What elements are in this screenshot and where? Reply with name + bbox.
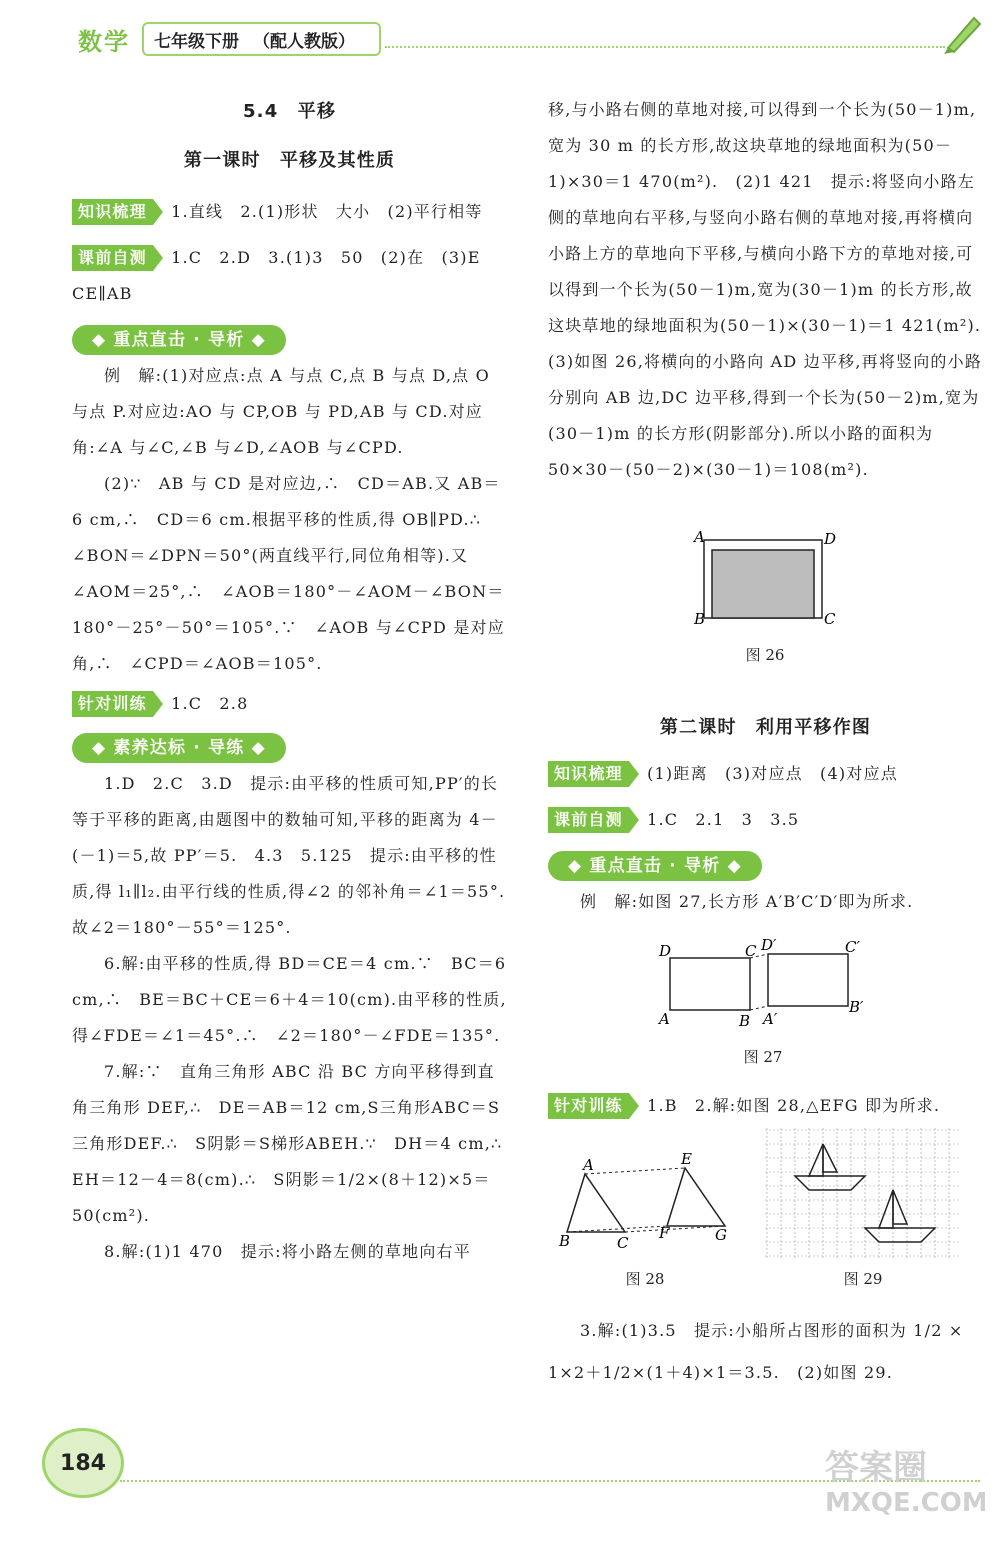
fig27-label-Bp: B′ [849, 998, 864, 1016]
kqzc-answers: 1.C 2.D 3.(1)3 50 (2)在 (3)E CE∥AB [72, 248, 498, 303]
grade-label: 七年级下册 [154, 31, 239, 52]
tag-zdxl-2: 针对训练 [548, 1093, 629, 1119]
figure-26 [690, 528, 840, 628]
section-title: 5.4 平移 [242, 101, 337, 122]
page-number: 184 [42, 1428, 124, 1498]
watermark [825, 1445, 985, 1519]
lesson2-title: 第二课时 利用平移作图 [659, 717, 872, 738]
fig28-label-C: C [617, 1234, 629, 1252]
fig26-label-D: D [824, 530, 837, 548]
fig26-caption: 图 26 [745, 646, 785, 664]
fig28-caption: 图 28 [625, 1270, 665, 1288]
answer-8-cont: 移,与小路右侧的草地对接,可以得到一个长为(50－1)m,宽为 30 m 的长方形,故这块草地的绿地面积为(50－1)×30＝1 470(m²). (2)1 421 提示:将竖向小路左侧的草地向右平移,与竖向小路右侧的草地对接,再将横向小路上方的草地向下平移,与横向小路下方的草地对接,可以得到一个长为(50－1)m,宽为(30－1)m 的长方形,故这块草地的绿地面积为(50－1)×(30－1)＝1 421(m²). (3)如图 26,将横向的小路向 AD 边平移,再将竖向的小路分别向 AB 边,DC 边平移,得到一个长为(50－2)m,宽为(30－1)m 的长方形(阴影部分).所以小路的面积为 50×30－(50－2)×(30－1)＝108(m²). [548, 100, 999, 479]
edition-label: （配人教版） [253, 31, 355, 52]
svg-text:答案圈: 答案圈 [825, 1448, 927, 1488]
figure-29 [765, 1128, 960, 1258]
fig27-label-A: A [659, 1010, 670, 1028]
answer-3-part2: 1×2＋1/2×(1＋4)×1＝3.5. (2)如图 29. [548, 1363, 894, 1382]
fig27-label-B: B [739, 1012, 751, 1030]
fig27-label-Ap: A′ [763, 1010, 778, 1028]
watermark-logo [825, 1445, 985, 1515]
tag-kqzc-2: 课前自测 [548, 807, 629, 833]
fig27-label-D: D [659, 942, 672, 960]
example-part2: (2)∵ AB 与 CD 是对应边,∴ CD＝AB.又 AB＝6 cm,∴ CD＝6 cm.根据平移的性质,得 OB∥PD.∴ ∠BON＝∠DPN＝50°(两直线平行,同位角相等).又∠AOM＝25°,∴ ∠AOB＝180°－∠AOM－∠BON＝180°－25°－50°＝105°.∵ ∠AOB 与∠CPD 是对应角,∴ ∠CPD＝∠AOB＝105°. [72, 474, 505, 673]
fig28-label-B: B [559, 1232, 571, 1250]
fig28-label-A: A [583, 1156, 594, 1174]
subject-label: 数学 [78, 28, 130, 56]
pill-zhongdian-2: ◆ 重点直击 · 导析 ◆ [548, 851, 762, 881]
fig29-caption: 图 29 [843, 1270, 883, 1288]
fig26-label-C: C [824, 610, 836, 628]
book-info [142, 22, 381, 56]
svg-text:MXQE.COM: MXQE.COM [825, 1488, 985, 1515]
zdxl2-answers: 1.B 2.解:如图 28,△EFG 即为所求. [647, 1096, 941, 1115]
answer-7: 7.解:∵ 直角三角形 ABC 沿 BC 方向平移得到直角三角形 DEF,∴ DE＝AB＝12 cm,S三角形ABC＝S三角形DEF.∴ S阴影＝S梯形ABEH.∵ DH＝4 cm,∴ EH＝12－4＝8(cm).∴ S阴影＝1/2×(8＋12)×5＝50(cm²). [72, 1062, 520, 1225]
zdxl-answers: 1.C 2.8 [171, 694, 249, 713]
tag-zhishi: 知识梳理 [72, 199, 153, 225]
kqzc2-answers: 1.C 2.1 3 3.5 [647, 810, 800, 829]
tag-kqzc: 课前自测 [72, 245, 153, 271]
right-column-train [548, 1088, 983, 1124]
fig27-caption: 图 27 [743, 1048, 783, 1066]
lesson1-title: 第一课时 平移及其性质 [183, 150, 396, 171]
pen-icon [940, 10, 986, 56]
answer-3-part1: 3.解:(1)3.5 提示:小船所占图形的面积为 1/2 × [580, 1321, 964, 1340]
fig26-label-A: A [694, 528, 705, 546]
fig27-label-Dp: D′ [761, 938, 777, 954]
fig27-label-Cp: C′ [845, 938, 860, 956]
fig27-label-C: C [745, 942, 757, 960]
answers-1-5: 1.D 2.C 3.D 提示:由平移的性质可知,PP′的长等于平移的距离,由题图中的数轴可知,平移的距离为 4－(－1)＝5,故 PP′＝5. 4.3 5.125 提示:由平移的性质,得 l₁∥l₂.由平行线的性质,得∠2 的邻补角＝∠1＝55°.故∠2＝180°－55°＝125°. [72, 774, 506, 937]
example-2: 例 解:如图 27,长方形 A′B′C′D′即为所求. [580, 892, 914, 911]
example-part1: 例 解:(1)对应点:点 A 与点 C,点 B 与点 D,点 O 与点 P.对应边:AO 与 CP,OB 与 PD,AB 与 CD.对应角:∠A 与∠C,∠B 与∠D,∠AOB 与∠CPD. [72, 366, 490, 457]
answer-8-start: 8.解:(1)1 470 提示:将小路左侧的草地向右平 [104, 1242, 471, 1261]
pill-zhongdian: ◆ 重点直击 · 导析 ◆ [72, 325, 286, 355]
fig29-grid [765, 1128, 960, 1258]
fig28-label-G: G [715, 1226, 727, 1244]
tag-zdxl: 针对训练 [72, 691, 153, 717]
pill-suyang: ◆ 素养达标 · 导练 ◆ [72, 733, 286, 763]
fig26-label-B: B [694, 610, 706, 628]
tag-zhishi-2: 知识梳理 [548, 761, 629, 787]
answer-6: 6.解:由平移的性质,得 BD＝CE＝4 cm.∵ BC＝6 cm,∴ BE＝BC＋CE＝6＋4＝10(cm).由平移的性质,得∠FDE＝∠1＝45°.∴ ∠2＝180°－∠FDE＝135°. [72, 954, 507, 1045]
header-rule [385, 46, 945, 48]
right-column-end [548, 1310, 983, 1394]
right-column [548, 92, 999, 488]
right-column-lower [548, 710, 983, 920]
figure-27 [655, 938, 870, 1033]
figure-28 [555, 1152, 740, 1252]
zhishi-answers: 1.直线 2.(1)形状 大小 (2)平行相等 [171, 202, 483, 221]
fig28-label-E: E [681, 1152, 692, 1168]
fig28-label-F: F [659, 1224, 670, 1242]
left-column [72, 92, 520, 1270]
zhishi2-answers: (1)距离 (3)对应点 (4)对应点 [647, 764, 898, 783]
